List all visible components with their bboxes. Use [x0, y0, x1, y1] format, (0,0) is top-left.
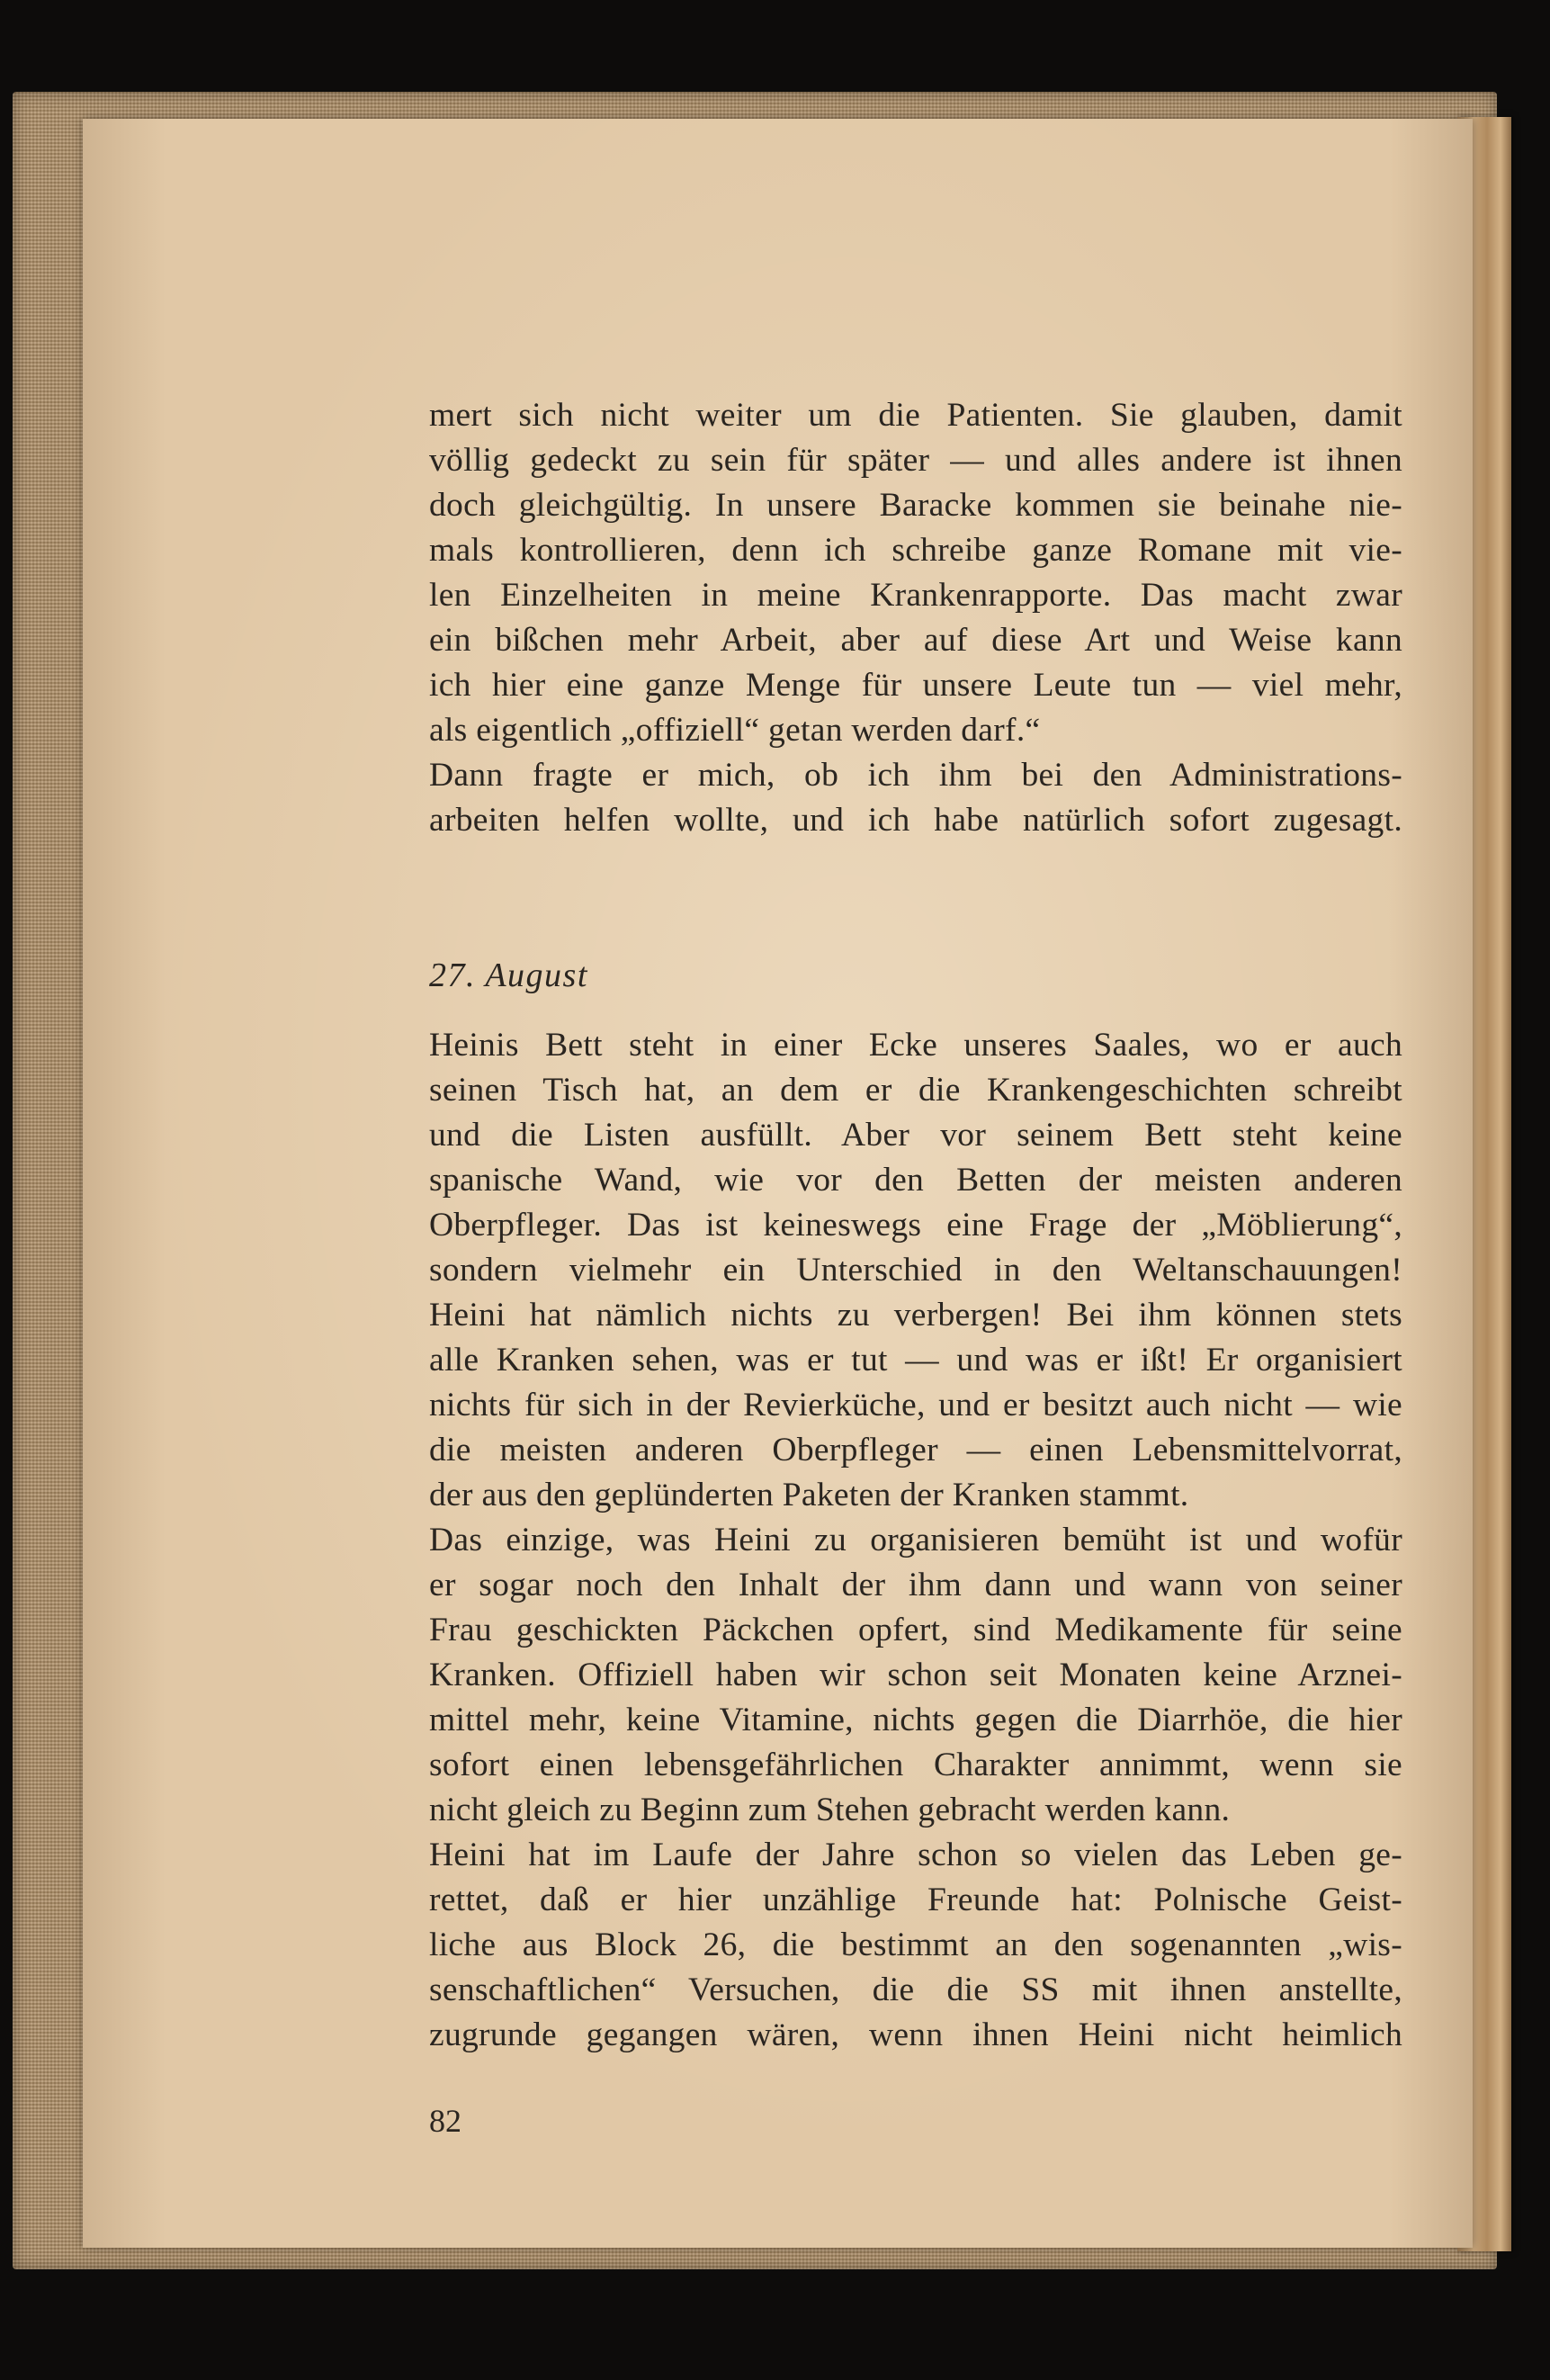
text-line: Das einzige, was Heini zu organisieren bemüht ist und wofür — [429, 1522, 1402, 1558]
text-line: ich hier eine ganze Menge für unsere Leute tun — viel mehr, — [429, 667, 1402, 704]
text-line: doch gleichgültig. In unsere Baracke kommen sie beinahe nie- — [429, 487, 1402, 524]
text-line: ein bißchen mehr Arbeit, aber auf diese Art und Weise kann — [429, 622, 1402, 659]
text-line: seinen Tisch hat, an dem er die Krankengeschichten schreibt — [429, 1072, 1402, 1109]
text-line: Heini hat nämlich nichts zu verbergen! Bei ihm können stets — [429, 1297, 1402, 1334]
text-line: nichts für sich in der Revierküche, und er besitzt auch nicht — wie — [429, 1387, 1402, 1424]
text-line: nicht gleich zu Beginn zum Stehen gebracht werden kann. — [429, 1792, 1231, 1828]
text-line: der aus den geplünderten Paketen der Kranken stammt. — [429, 1477, 1189, 1513]
text-line: Dann fragte er mich, ob ich ihm bei den Administrations- — [429, 757, 1402, 794]
text-line: liche aus Block 26, die bestimmt an den sogenannten „wis- — [429, 1926, 1402, 1963]
text-line: Kranken. Offiziell haben wir schon seit Monaten keine Arznei- — [429, 1657, 1402, 1693]
section-heading-date: 27. August — [429, 956, 588, 994]
text-line: spanische Wand, wie vor den Betten der meisten anderen — [429, 1162, 1402, 1199]
text-line: len Einzelheiten in meine Krankenrapporte. Das macht zwar — [429, 577, 1402, 614]
text-line: sofort einen lebensgefährlichen Charakter annimmt, wenn sie — [429, 1747, 1402, 1783]
text-line: er sogar noch den Inhalt der ihm dann und wann von seiner — [429, 1567, 1402, 1603]
text-line: Oberpfleger. Das ist keineswegs eine Frage der „Möblierung“, — [429, 1207, 1402, 1244]
text-block-bottom — [429, 1023, 1402, 2058]
text-line: mittel mehr, keine Vitamine, nichts gegen die Diarrhöe, die hier — [429, 1702, 1402, 1738]
text-line: völlig gedeckt zu sein für später — und alles andere ist ihnen — [429, 442, 1402, 479]
text-line: mert sich nicht weiter um die Patienten. Sie glauben, damit — [429, 397, 1402, 434]
text-line: Heini hat im Laufe der Jahre schon so vielen das Leben ge- — [429, 1837, 1402, 1873]
text-block-top — [429, 393, 1402, 843]
text-line: arbeiten helfen wollte, und ich habe natürlich sofort zugesagt. — [429, 802, 1402, 839]
book-page — [83, 119, 1473, 2248]
text-line: die meisten anderen Oberpfleger — einen Lebensmittelvorrat, — [429, 1432, 1402, 1468]
text-line: senschaftlichen“ Versuchen, die die SS mit ihnen anstellte, — [429, 1971, 1402, 2008]
text-line: Heinis Bett steht in einer Ecke unseres Saales, wo er auch — [429, 1027, 1402, 1064]
text-line: rettet, daß er hier unzählige Freunde hat: Polnische Geist- — [429, 1882, 1402, 1918]
text-line: als eigentlich „offiziell“ getan werden darf.“ — [429, 712, 1041, 749]
text-line: mals kontrollieren, denn ich schreibe ganze Romane mit vie- — [429, 532, 1402, 569]
text-line: alle Kranken sehen, was er tut — und was er ißt! Er organisiert — [429, 1342, 1402, 1379]
text-line: Frau geschickten Päckchen opfert, sind Medikamente für seine — [429, 1612, 1402, 1648]
page-number: 82 — [429, 2103, 461, 2139]
text-line: und die Listen ausfüllt. Aber vor seinem Bett steht keine — [429, 1117, 1402, 1154]
text-line: sondern vielmehr ein Unterschied in den Weltanschauungen! — [429, 1252, 1402, 1289]
text-line: zugrunde gegangen wären, wenn ihnen Heini nicht heimlich — [429, 2016, 1402, 2053]
